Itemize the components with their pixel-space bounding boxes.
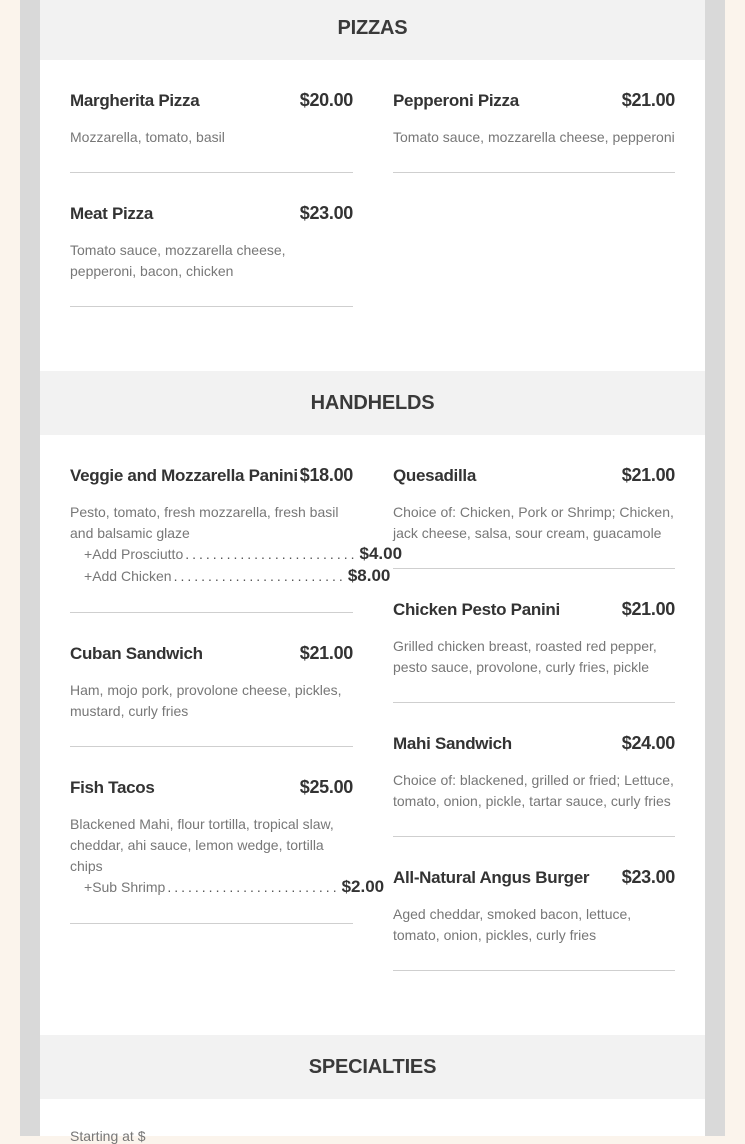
addon-option[interactable] — [70, 877, 385, 899]
section-header-handhelds — [40, 371, 705, 435]
item-description: Ham, mojo pork, provolone cheese, pickles, mustard, curly fries — [70, 682, 342, 719]
item-name: All-Natural Angus Burger — [393, 868, 590, 887]
plus-icon: + — [84, 546, 93, 562]
plus-icon: + — [84, 879, 93, 895]
item-price: $20.00 — [299, 90, 353, 110]
addon-name: Sub Shrimp — [92, 879, 166, 895]
item-name: Meat Pizza — [70, 204, 153, 223]
item-price: $21.00 — [299, 643, 353, 663]
menu-item[interactable] — [70, 90, 353, 173]
item-name: Cuban Sandwich — [70, 644, 203, 663]
item-description: Choice of: Chicken, Pork or Shrimp; Chicken, jack cheese, salsa, sour cream, guacamole — [393, 504, 674, 541]
plus-icon: + — [84, 568, 93, 584]
addon-price: $4.00 — [359, 544, 403, 563]
section-header-specialties — [40, 1035, 705, 1099]
item-name: Fish Tacos — [70, 778, 155, 797]
item-price: $21.00 — [621, 465, 675, 485]
item-name: Pepperoni Pizza — [393, 91, 519, 110]
addon-price: $2.00 — [341, 877, 385, 896]
menu-item[interactable] — [393, 867, 675, 971]
section-title: SPECIALTIES — [308, 1055, 437, 1078]
item-name: Margherita Pizza — [70, 91, 200, 110]
addon-name: Add Chicken — [92, 568, 172, 584]
item-name: Quesadilla — [393, 466, 476, 485]
item-price: $25.00 — [299, 777, 353, 797]
menu-item[interactable] — [393, 90, 675, 173]
menu-item[interactable] — [70, 777, 385, 924]
item-description: Aged cheddar, smoked bacon, lettuce, tomato, onion, pickles, curly fries — [393, 906, 632, 943]
item-price: $18.00 — [299, 465, 353, 485]
item-description-partial: Starting at $ — [70, 1128, 146, 1144]
addon-option[interactable] — [70, 566, 391, 588]
menu-item[interactable] — [70, 203, 353, 307]
section-header-pizzas — [40, 0, 705, 60]
item-description: Tomato sauce, mozzarella cheese, pepperoni — [393, 129, 675, 145]
item-description: Pesto, tomato, fresh mozzarella, fresh basil and balsamic glaze — [70, 504, 339, 541]
item-description: Mozzarella, tomato, basil — [70, 129, 225, 145]
addon-price: $8.00 — [347, 566, 391, 585]
item-name: Mahi Sandwich — [393, 734, 512, 753]
item-name: Chicken Pesto Panini — [393, 600, 560, 619]
menu-item[interactable] — [393, 599, 675, 703]
dot-leader: ......................... — [167, 879, 340, 895]
menu-item[interactable] — [70, 643, 353, 747]
section-title: PIZZAS — [337, 16, 408, 39]
menu-item[interactable] — [70, 465, 403, 613]
item-description: Grilled chicken breast, roasted red pepper, pesto sauce, provolone, curly fries, pickle — [393, 638, 657, 675]
item-price: $21.00 — [621, 599, 675, 619]
dot-leader: ......................... — [185, 546, 358, 562]
item-description: Blackened Mahi, flour tortilla, tropical slaw, cheddar, ahi sauce, lemon wedge, tortilla chips — [70, 816, 334, 874]
addon-name: Add Prosciutto — [92, 546, 184, 562]
item-description: Tomato sauce, mozzarella cheese, pepperoni, bacon, chicken — [70, 242, 286, 279]
item-description: Choice of: blackened, grilled or fried; Lettuce, tomato, onion, pickle, tartar sauce, curly fries — [393, 772, 674, 809]
section-title: HANDHELDS — [310, 391, 435, 414]
item-name: Veggie and Mozzarella Panini — [70, 466, 298, 485]
item-price: $24.00 — [621, 733, 675, 753]
addon-option[interactable] — [70, 544, 403, 566]
menu-item[interactable] — [393, 465, 675, 569]
item-price: $23.00 — [621, 867, 675, 887]
dot-leader: ......................... — [173, 568, 346, 584]
item-price: $21.00 — [621, 90, 675, 110]
item-price: $23.00 — [299, 203, 353, 223]
menu-item[interactable] — [393, 733, 675, 837]
